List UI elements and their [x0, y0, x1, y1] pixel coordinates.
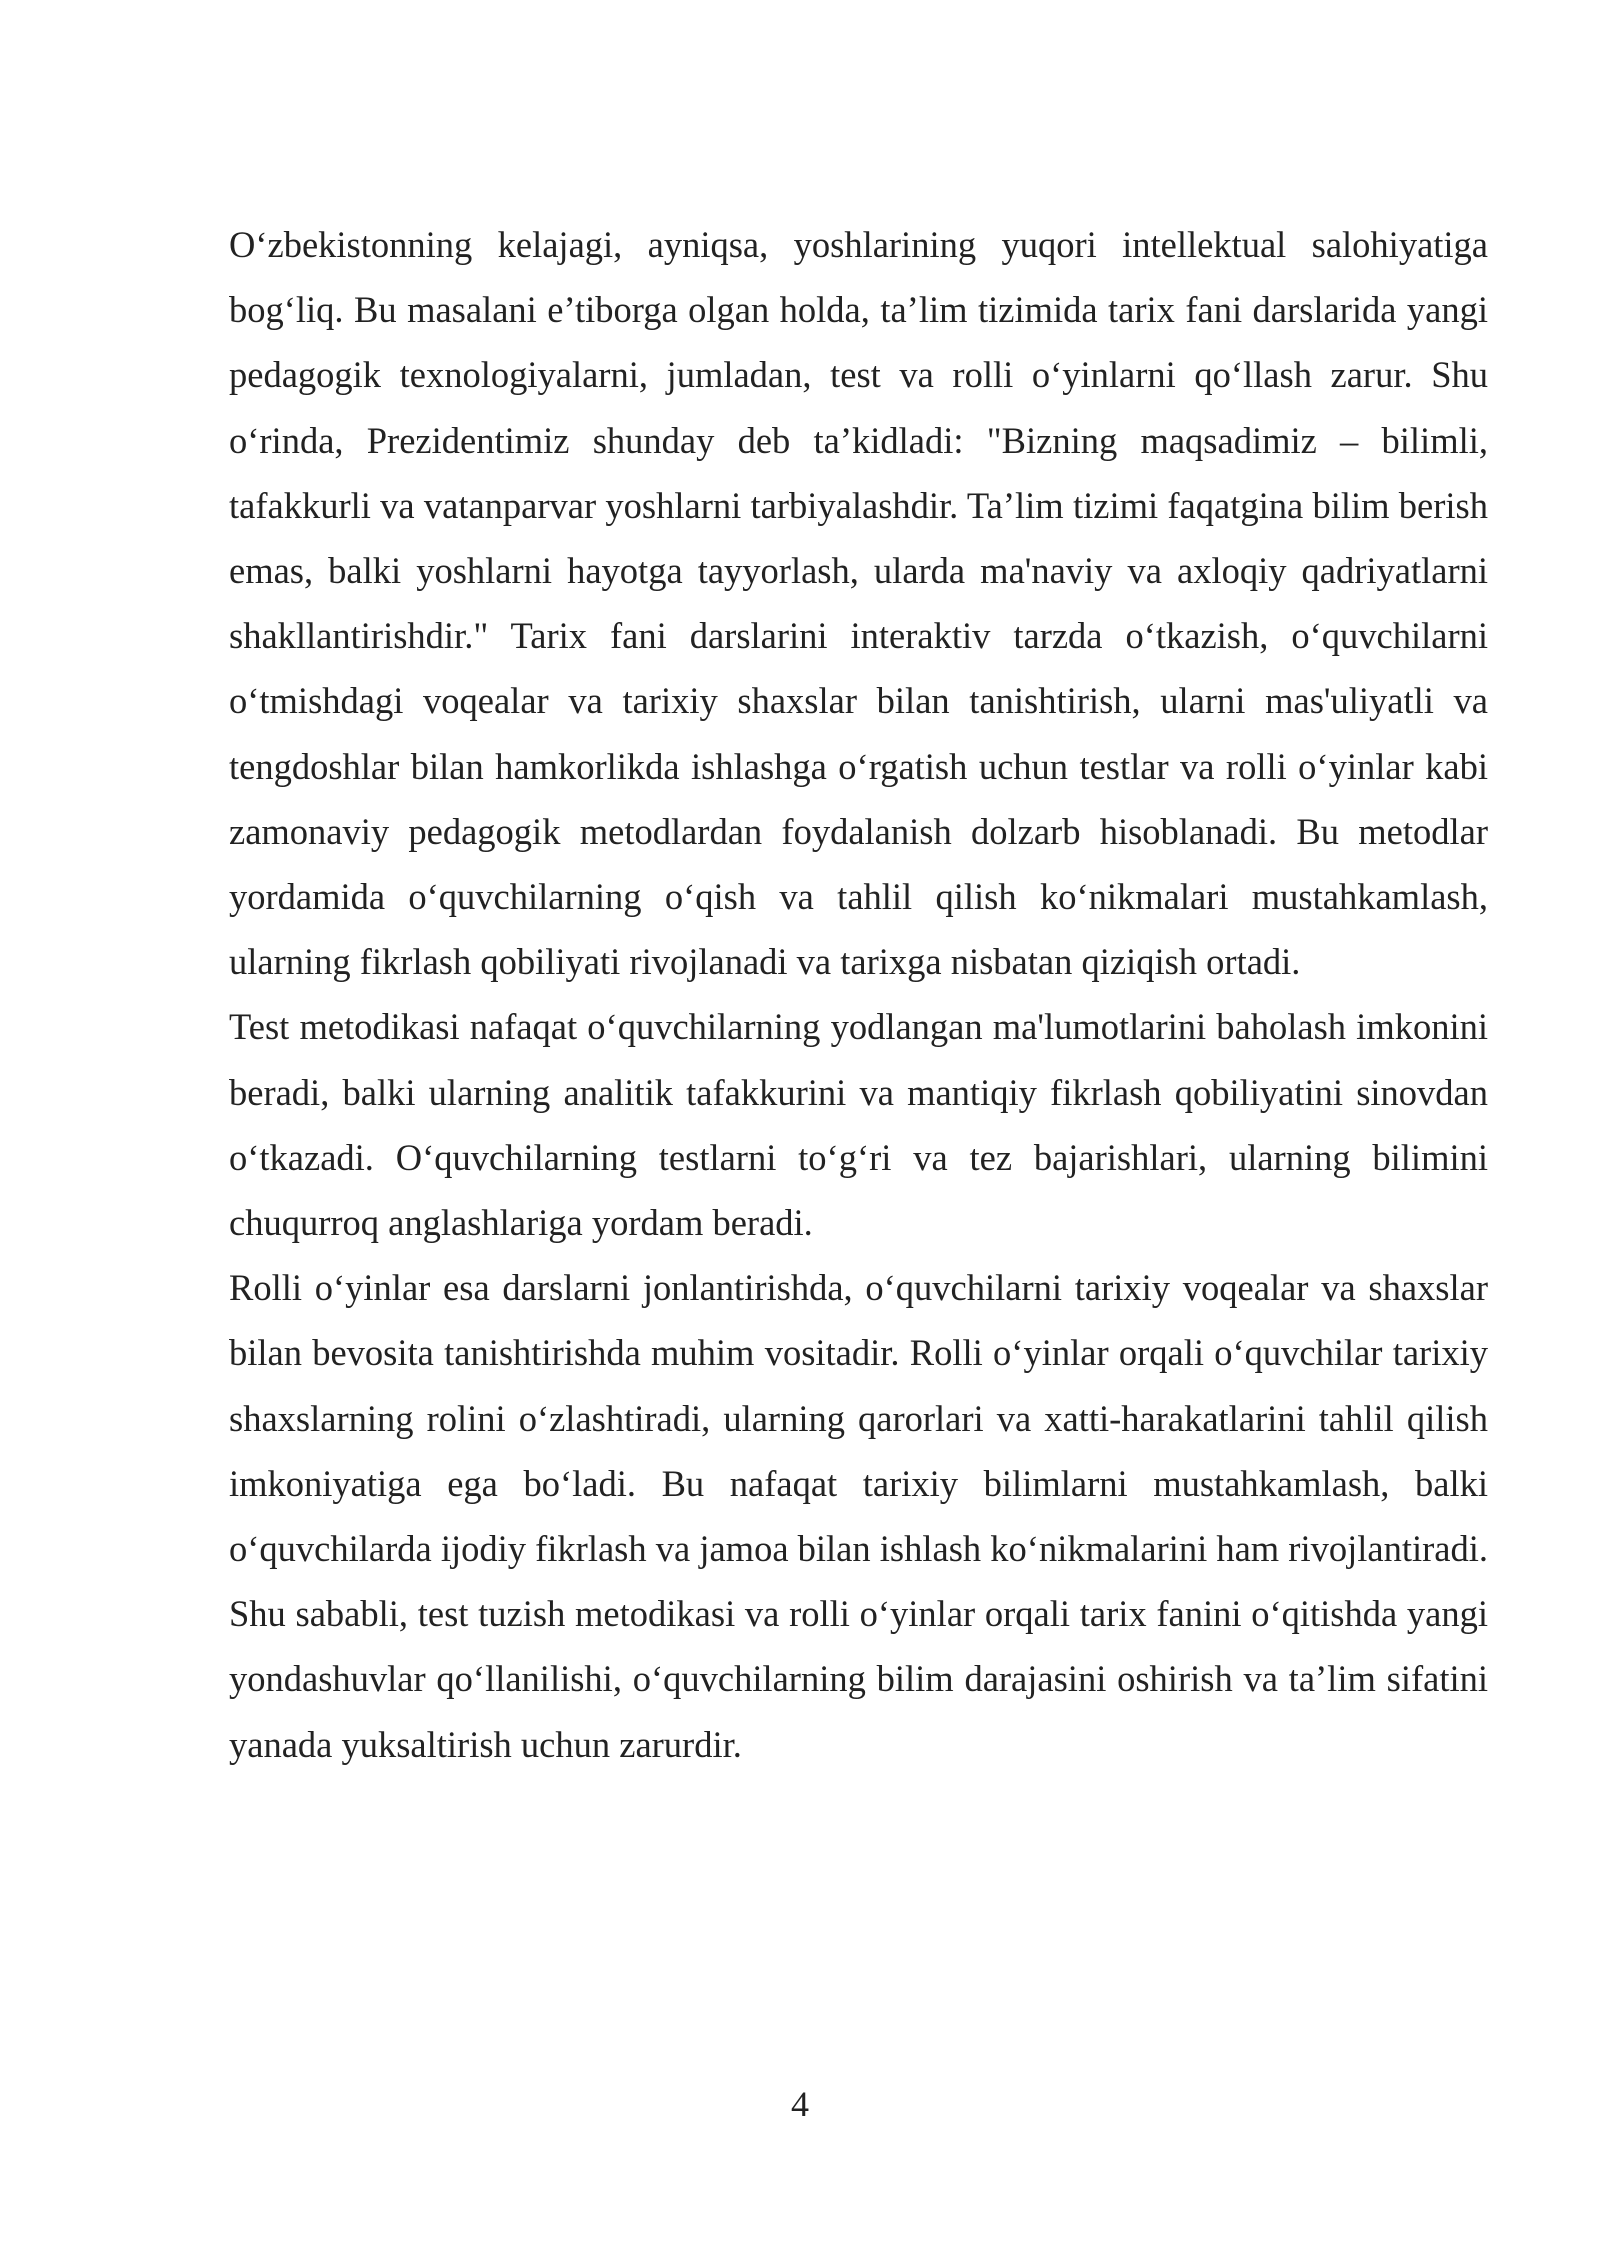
paragraph-1: O‘zbekistonning kelajagi, ayniqsa, yoshlarining yuqori intellektual salohiyatiga bog‘liq. Bu masalani e’tiborga olgan holda, ta’lim tizimida tarix fani darslarida yangi pedagogik texnologiyalarni, jumladan, test va rolli o‘yinlarni qo‘llash zarur. Shu o‘rinda, Prezidentimiz shunday deb ta’kidladi: "Bizning maqsadimiz – bilimli, tafakkurli va vatanparvar yoshlarni tarbiyalashdir. Ta’lim tizimi faqatgina bilim berish emas, balki yoshlarni hayotga tayyorlash, ularda ma'naviy va axloqiy qadriyatlarni shakllantirishdir." Tarix fani darslarini interaktiv tarzda o‘tkazish, o‘quvchilarni o‘tmishdagi voqealar va tarixiy shaxslar bilan tanishtirish, ularni mas'uliyatli va tengdoshlar bilan hamkorlikda ishlashga o‘rgatish uchun testlar va rolli o‘yinlar kabi zamonaviy pedagogik metodlardan foydalanish dolzarb hisoblanadi. Bu metodlar yordamida o‘quvchilarning o‘qish va tahlil qilish ko‘nikmalari mustahkamlash, ularning fikrlash qobiliyati rivojlanadi va tarixga nisbatan qiziqish ortadi.: [229, 224, 1488, 983]
page-number: 4: [791, 2084, 809, 2124]
paragraph-3: Rolli o‘yinlar esa darslarni jonlantirishda, o‘quvchilarni tarixiy voqealar va shaxslar bilan bevosita tanishtirishda muhim vositadir. Rolli o‘yinlar orqali o‘quvchilar tarixiy shaxslarning rolini o‘zlashtiradi, ularning qarorlari va xatti-harakatlarini tahlil qilish imkoniyatiga ega bo‘ladi. Bu nafaqat tarixiy bilimlarni mustahkamlash, balki o‘quvchilarda ijodiy fikrlash va jamoa bilan ishlash ko‘nikmalarini ham rivojlantiradi. Shu sababli, test tuzish metodikasi va rolli o‘yinlar orqali tarix fanini o‘qitishda yangi yondashuvlar qo‘llanilishi, o‘quvchilarning bilim darajasini oshirish va ta’lim sifatini yanada yuksaltirish uchun zarurdir.: [229, 1267, 1488, 1765]
paragraph-2: Test metodikasi nafaqat o‘quvchilarning yodlangan ma'lumotlarini baholash imkonini beradi, balki ularning analitik tafakkurini va mantiqiy fikrlash qobiliyatini sinovdan o‘tkazadi. O‘quvchilarning testlarni to‘g‘ri va tez bajarishlari, ularning bilimini chuqurroq anglashlariga yordam beradi.: [229, 1006, 1488, 1244]
body-text: [229, 212, 1488, 1777]
